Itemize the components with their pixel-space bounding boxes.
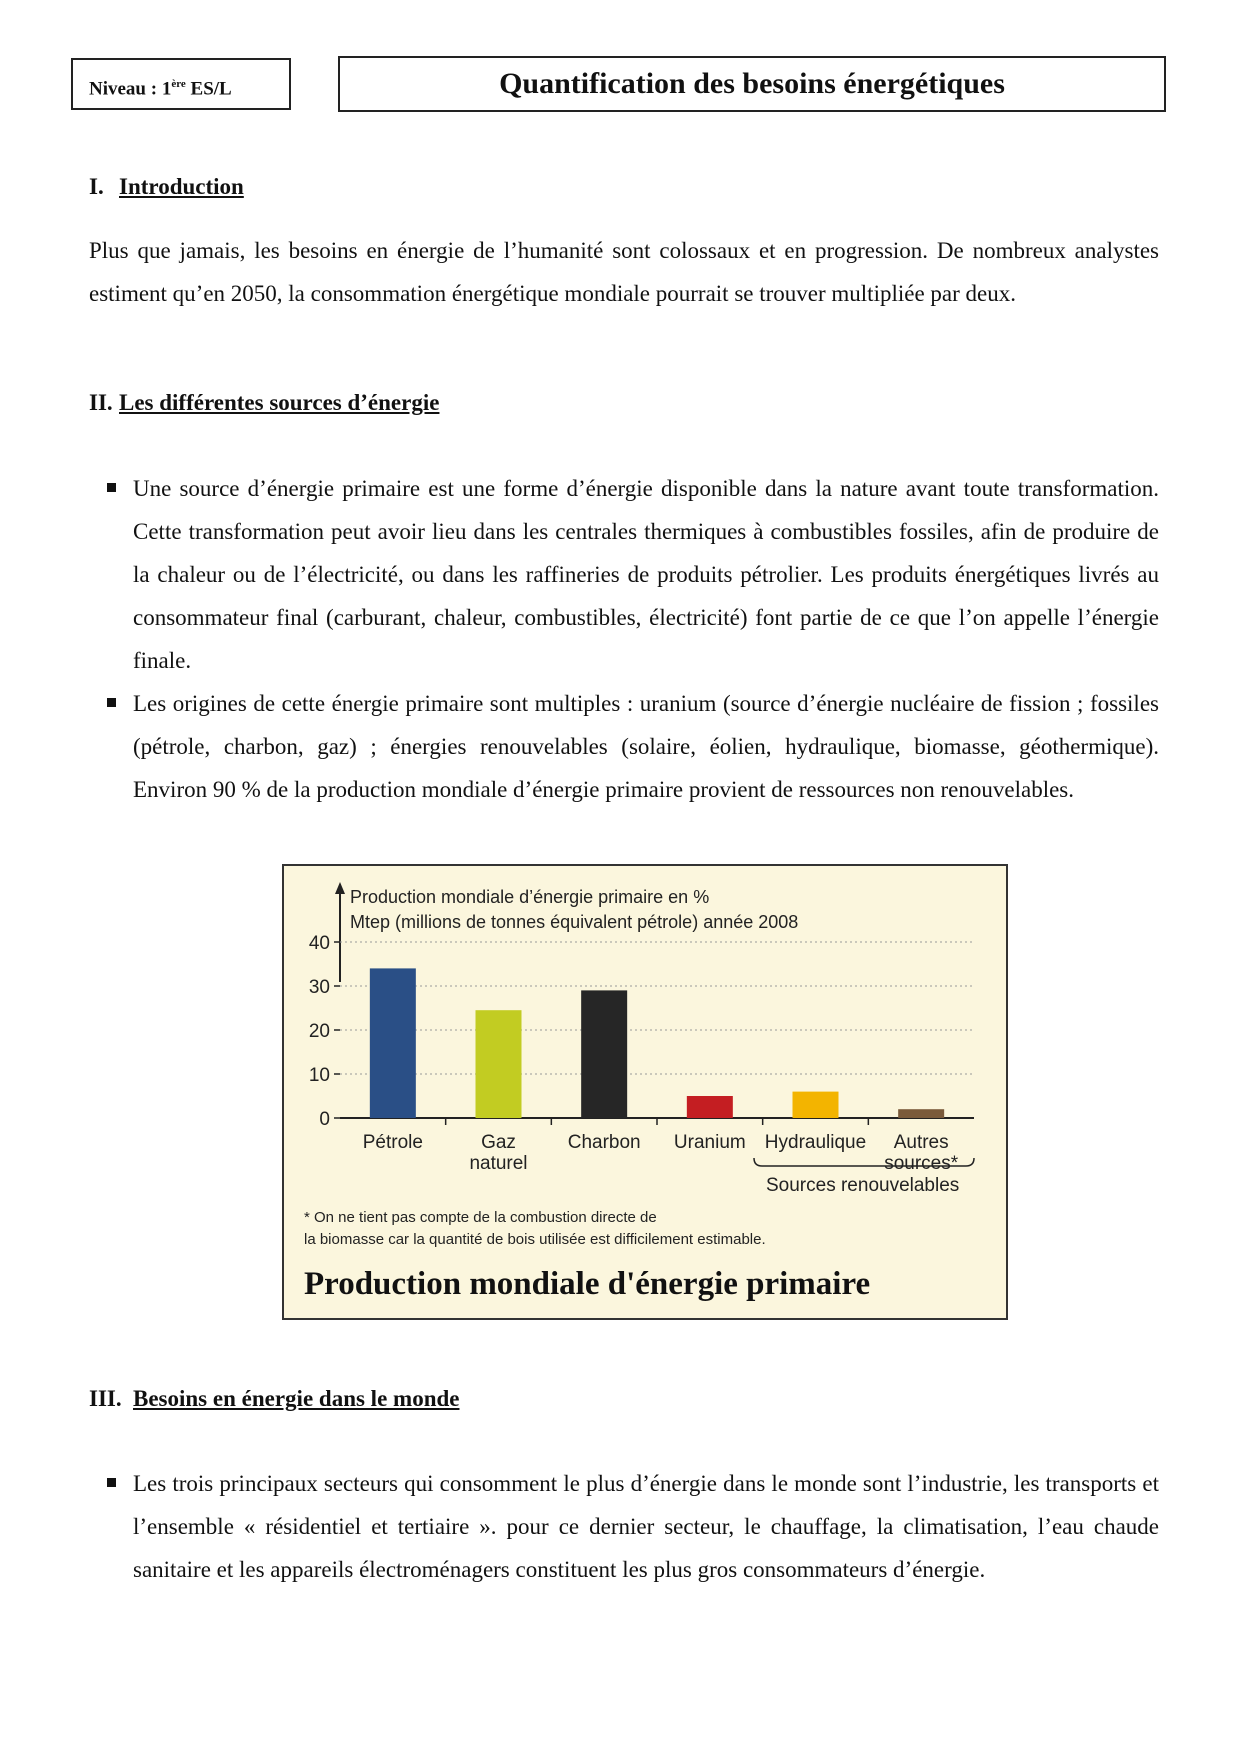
x-tick-label: Pétrole <box>362 1132 423 1153</box>
bar <box>898 1109 944 1118</box>
section-2-bullets <box>0 467 1240 811</box>
bullet-square-icon <box>107 1478 116 1487</box>
energy-bar-chart <box>284 866 1006 1318</box>
x-tick-label: sources* <box>884 1153 959 1174</box>
section-3-bullets <box>0 1462 1240 1591</box>
bar <box>687 1096 733 1118</box>
x-tick-label: Uranium <box>673 1132 746 1153</box>
level-box <box>71 58 291 110</box>
y-axis-arrow-icon <box>335 882 345 894</box>
intro-paragraph: Plus que jamais, les besoins en énergie de l’humanité sont colossaux et en progression. De nombreux analystes estiment qu’en 2050, la consommation énergétique mondiale pourrait se trouver multipliée par deux. <box>89 238 1159 306</box>
section-1-heading <box>89 172 244 202</box>
level-suffix: ES/L <box>185 78 232 100</box>
chart-ylabel-2: Mtep (millions de tonnes équivalent pétrole) année 2008 <box>350 912 799 932</box>
document-title: Quantification des besoins énergétiques <box>338 56 1166 112</box>
section-2-heading <box>89 388 439 418</box>
bullet-text: Les trois principaux secteurs qui consomment le plus d’énergie dans le monde sont l’industrie, les transports et l’ensemble « résidentiel et tertiaire ». pour ce dernier secteur, le chauffage, la climatisation, l’eau chaude sanitaire et les appareils électroménagers constituent les plus gros consommateurs d’énergie. <box>133 1471 1159 1582</box>
section-3-number: III. <box>89 1386 122 1411</box>
y-tick-label: 30 <box>308 977 330 998</box>
section-1-number: I. <box>89 174 104 199</box>
x-tick-label: Hydraulique <box>764 1132 867 1153</box>
section-1-title: Introduction <box>119 174 244 199</box>
bar <box>370 968 416 1118</box>
section-3-heading <box>89 1384 459 1414</box>
bullet-text: Les origines de cette énergie primaire sont multiples : uranium (source d’énergie nucléaire de fission ; fossiles (pétrole, charbon, gaz) ; énergies renouvelables (solaire, éolien, hydraulique, biomasse, géothermique). Environ 90 % de la production mondiale d’énergie primaire provient de ressources non renouvelables. <box>133 691 1159 802</box>
list-item <box>133 1462 1159 1591</box>
level-label: Niveau : 1 <box>89 78 172 100</box>
section-3-title: Besoins en énergie dans le monde <box>133 1386 460 1411</box>
renewable-group-label: Sources renouvelables <box>766 1175 960 1196</box>
x-tick-label: Autres <box>893 1132 949 1153</box>
x-tick-label: naturel <box>469 1153 528 1174</box>
y-tick-label: 40 <box>308 933 330 954</box>
bullet-square-icon <box>107 483 116 492</box>
list-item <box>133 682 1159 811</box>
bullet-square-icon <box>107 698 116 707</box>
chart-footnote-2: la biomasse car la quantité de bois utilisée est difficilement estimable. <box>304 1231 766 1248</box>
level-sup: ère <box>171 78 186 90</box>
x-tick-label: Charbon <box>567 1132 641 1153</box>
bullet-text: Une source d’énergie primaire est une forme d’énergie disponible dans la nature avant toute transformation. Cette transformation peut avoir lieu dans les centrales thermiques à combustibles fossiles, afin de produire de la chaleur ou de l’électricité, ou dans les raffineries de produits pétrolier. Les produits énergétiques livrés au consommateur final (carburant, chaleur, combustibles, électricité) font partie de ce que l’on appelle l’énergie finale. <box>133 476 1159 673</box>
bar <box>476 1010 522 1118</box>
y-tick-label: 0 <box>319 1109 330 1130</box>
section-2-number: II. <box>89 390 113 415</box>
chart-title: Production mondiale d'énergie primaire <box>304 1266 871 1302</box>
bar <box>581 990 627 1118</box>
list-item <box>133 467 1159 682</box>
x-tick-label: Gaz <box>481 1132 516 1153</box>
bar <box>793 1092 839 1118</box>
chart-footnote-1: * On ne tient pas compte de la combustion directe de <box>304 1209 657 1226</box>
y-tick-label: 20 <box>308 1021 330 1042</box>
energy-chart-figure <box>282 864 1008 1320</box>
chart-ylabel-1: Production mondiale d’énergie primaire en % <box>350 887 710 907</box>
y-tick-label: 10 <box>308 1065 330 1086</box>
section-2-title: Les différentes sources d’énergie <box>119 390 440 415</box>
